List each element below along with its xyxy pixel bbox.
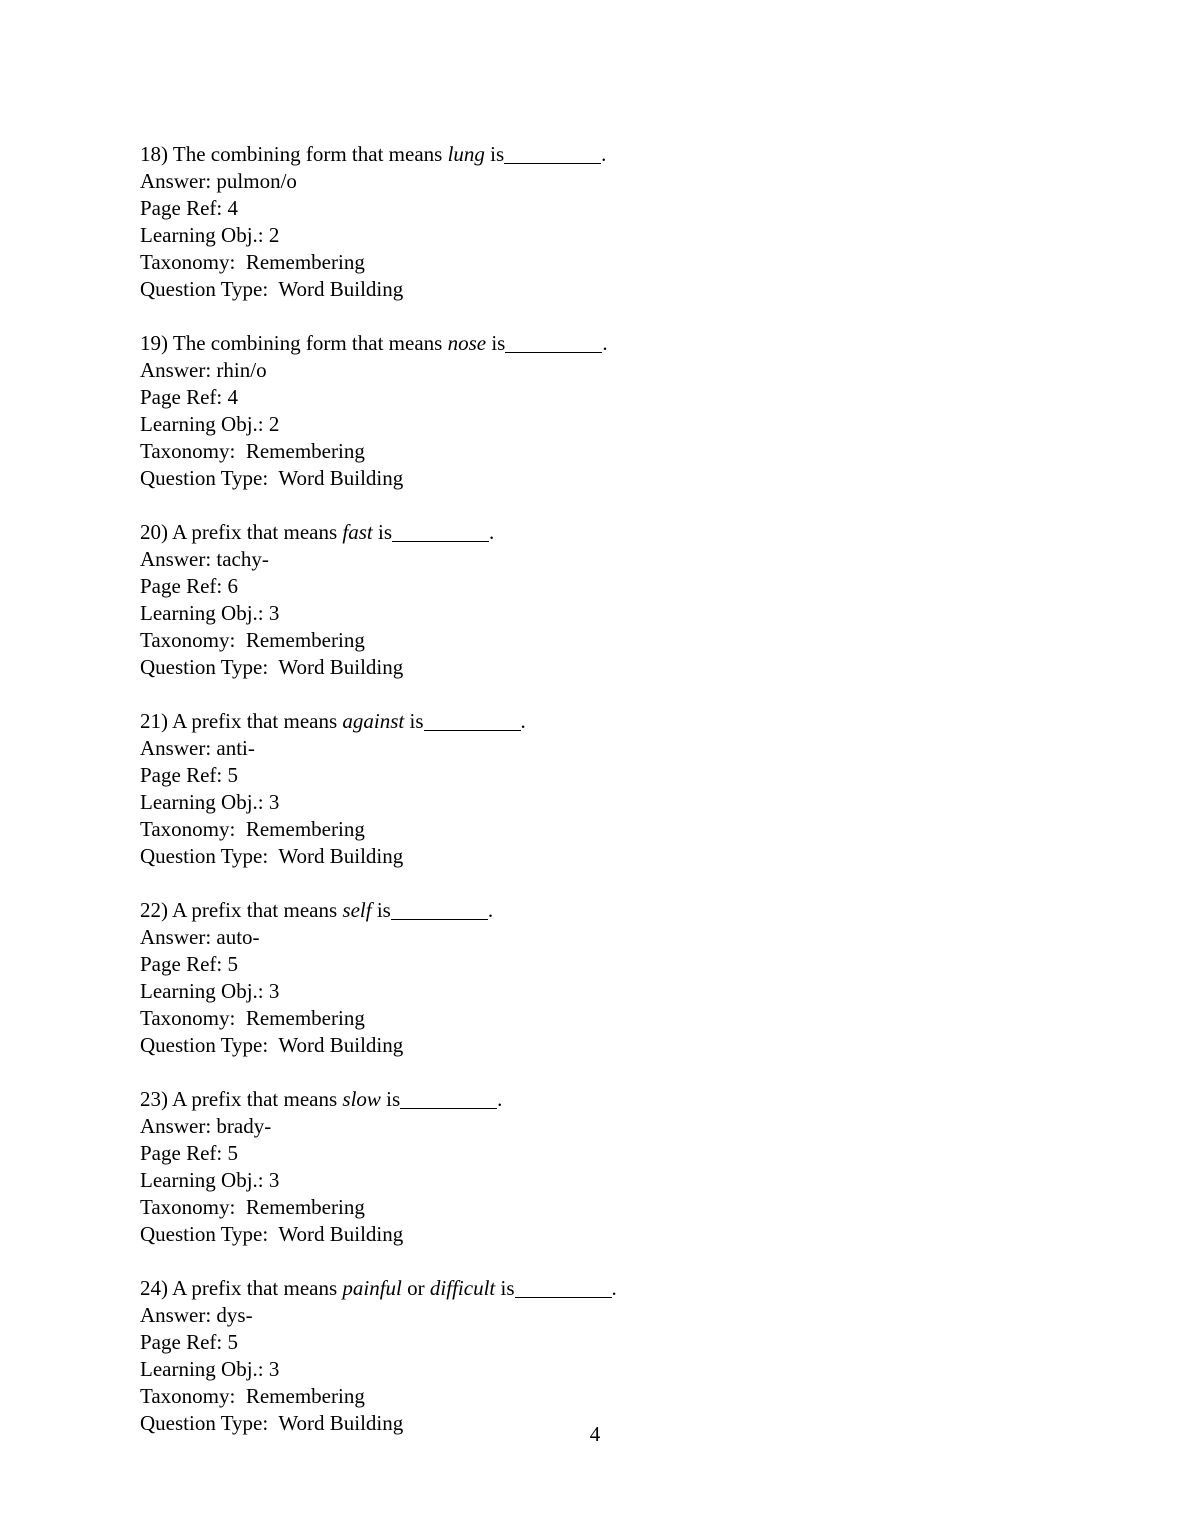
learning-obj-line xyxy=(140,600,1060,627)
question-list xyxy=(140,141,1060,1464)
taxonomy-line-label: Taxonomy: xyxy=(140,628,246,652)
answer-blank xyxy=(391,919,488,920)
answer-line xyxy=(140,1113,1060,1140)
question-type-line-value: Word Building xyxy=(278,655,404,679)
taxonomy-line xyxy=(140,1194,1060,1221)
taxonomy-line xyxy=(140,249,1060,276)
page-ref-line-label: Page Ref: xyxy=(140,952,228,976)
answer-blank xyxy=(400,1108,497,1109)
question-type-line xyxy=(140,1032,1060,1059)
question-type-line xyxy=(140,654,1060,681)
question-line xyxy=(140,330,1060,357)
question-line xyxy=(140,1086,1060,1113)
question-type-line-label: Question Type: xyxy=(140,1033,279,1057)
question-text-segment: difficult xyxy=(429,1276,496,1300)
question-type-line-label: Question Type: xyxy=(140,466,279,490)
question-type-line-value: Word Building xyxy=(278,1222,404,1246)
question-line xyxy=(140,1275,1060,1302)
learning-obj-line-value: 3 xyxy=(268,979,280,1003)
answer-blank xyxy=(392,541,489,542)
page-ref-line xyxy=(140,1140,1060,1167)
question-type-line-value: Word Building xyxy=(278,277,404,301)
page-ref-line-value: 4 xyxy=(227,196,238,220)
answer-line-value: brady- xyxy=(216,1114,272,1138)
page-ref-line-label: Page Ref: xyxy=(140,574,228,598)
learning-obj-line-label: Learning Obj.: xyxy=(140,979,269,1003)
page-ref-line xyxy=(140,195,1060,222)
taxonomy-line-label: Taxonomy: xyxy=(140,1384,246,1408)
answer-blank xyxy=(505,352,602,353)
question-text-segment: is xyxy=(495,1276,515,1300)
question-text-segment: is xyxy=(372,520,392,544)
page-ref-line xyxy=(140,384,1060,411)
question-block xyxy=(140,708,1060,870)
answer-line-label: Answer: xyxy=(140,1114,217,1138)
page-ref-line-label: Page Ref: xyxy=(140,763,228,787)
learning-obj-line-value: 3 xyxy=(268,601,280,625)
learning-obj-line xyxy=(140,411,1060,438)
learning-obj-line xyxy=(140,1356,1060,1383)
answer-line-label: Answer: xyxy=(140,736,217,760)
answer-line-value: pulmon/o xyxy=(216,169,297,193)
taxonomy-line-value: Remembering xyxy=(245,1195,365,1219)
question-block xyxy=(140,1086,1060,1248)
question-text-segment: lung xyxy=(447,142,485,166)
answer-line xyxy=(140,168,1060,195)
question-text-segment: nose xyxy=(447,331,487,355)
taxonomy-line-value: Remembering xyxy=(245,1384,365,1408)
answer-blank xyxy=(504,163,601,164)
answer-line-value: tachy- xyxy=(216,547,269,571)
question-text-segment: slow xyxy=(342,1087,381,1111)
question-text-segment: is xyxy=(380,1087,401,1111)
taxonomy-line-label: Taxonomy: xyxy=(140,817,246,841)
answer-blank xyxy=(515,1297,612,1298)
learning-obj-line xyxy=(140,1167,1060,1194)
taxonomy-line-label: Taxonomy: xyxy=(140,1006,246,1030)
page-ref-line xyxy=(140,951,1060,978)
question-type-line-value: Word Building xyxy=(278,1033,404,1057)
learning-obj-line-value: 3 xyxy=(268,1168,280,1192)
question-text-segment: is xyxy=(486,331,506,355)
taxonomy-line xyxy=(140,1005,1060,1032)
question-text-segment: The combining form that means xyxy=(172,142,448,166)
learning-obj-line-label: Learning Obj.: xyxy=(140,412,269,436)
question-text-segment: The combining form that means xyxy=(172,331,448,355)
question-text-segment: A prefix that means xyxy=(172,898,343,922)
page-ref-line-value: 4 xyxy=(227,385,238,409)
page-ref-line-value: 5 xyxy=(227,1330,238,1354)
learning-obj-line-value: 2 xyxy=(268,412,280,436)
answer-line-value: rhin/o xyxy=(216,358,267,382)
answer-line-label: Answer: xyxy=(140,358,217,382)
question-text-segment: is xyxy=(484,142,505,166)
question-text-segment: or xyxy=(401,1276,430,1300)
answer-line xyxy=(140,735,1060,762)
question-type-line-label: Question Type: xyxy=(140,844,279,868)
learning-obj-line-value: 3 xyxy=(268,790,280,814)
question-text-segment: is xyxy=(371,898,391,922)
taxonomy-line xyxy=(140,1383,1060,1410)
question-line xyxy=(140,141,1060,168)
taxonomy-line-value: Remembering xyxy=(245,1006,365,1030)
answer-line-value: anti- xyxy=(216,736,255,760)
page-ref-line-value: 5 xyxy=(227,1141,238,1165)
question-block xyxy=(140,141,1060,303)
taxonomy-line xyxy=(140,438,1060,465)
question-number: 24) xyxy=(140,1276,173,1300)
answer-line-label: Answer: xyxy=(140,925,217,949)
question-number: 20) xyxy=(140,520,173,544)
question-number: 22) xyxy=(140,898,173,922)
learning-obj-line-label: Learning Obj.: xyxy=(140,1168,269,1192)
answer-line xyxy=(140,1302,1060,1329)
page-ref-line xyxy=(140,573,1060,600)
question-type-line xyxy=(140,465,1060,492)
learning-obj-line-label: Learning Obj.: xyxy=(140,790,269,814)
taxonomy-line-value: Remembering xyxy=(245,628,365,652)
question-text-segment: fast xyxy=(342,520,373,544)
learning-obj-line-label: Learning Obj.: xyxy=(140,601,269,625)
question-type-line xyxy=(140,843,1060,870)
page-ref-line-value: 5 xyxy=(227,763,238,787)
learning-obj-line-label: Learning Obj.: xyxy=(140,223,269,247)
learning-obj-line xyxy=(140,978,1060,1005)
taxonomy-line-label: Taxonomy: xyxy=(140,250,246,274)
answer-line-label: Answer: xyxy=(140,169,217,193)
question-type-line-label: Question Type: xyxy=(140,1411,279,1435)
answer-blank xyxy=(424,730,521,731)
answer-line-value: dys- xyxy=(216,1303,253,1327)
question-line xyxy=(140,897,1060,924)
answer-line xyxy=(140,924,1060,951)
learning-obj-line-value: 3 xyxy=(268,1357,280,1381)
learning-obj-line-label: Learning Obj.: xyxy=(140,1357,269,1381)
question-text-segment: is xyxy=(404,709,424,733)
question-type-line-label: Question Type: xyxy=(140,655,279,679)
answer-line xyxy=(140,357,1060,384)
page-number: 4 xyxy=(589,1422,601,1446)
question-text-segment: A prefix that means xyxy=(172,1087,343,1111)
question-blank-suffix: . xyxy=(611,1276,617,1300)
learning-obj-line xyxy=(140,789,1060,816)
taxonomy-line-label: Taxonomy: xyxy=(140,1195,246,1219)
question-block xyxy=(140,1275,1060,1437)
question-type-line-value: Word Building xyxy=(278,1411,404,1435)
page-ref-line-value: 5 xyxy=(227,952,238,976)
taxonomy-line-value: Remembering xyxy=(245,817,365,841)
question-number: 19) xyxy=(140,331,173,355)
taxonomy-line-value: Remembering xyxy=(245,250,365,274)
question-blank-suffix: . xyxy=(487,898,494,922)
answer-line-label: Answer: xyxy=(140,547,217,571)
answer-line xyxy=(140,546,1060,573)
page-ref-line xyxy=(140,762,1060,789)
page-ref-line-value: 6 xyxy=(227,574,238,598)
question-text-segment: A prefix that means xyxy=(172,520,343,544)
taxonomy-line xyxy=(140,816,1060,843)
question-text-segment: painful xyxy=(342,1276,402,1300)
question-blank-suffix: . xyxy=(520,709,526,733)
learning-obj-line-value: 2 xyxy=(268,223,280,247)
question-number: 18) xyxy=(140,142,173,166)
question-text-segment: A prefix that means xyxy=(172,709,343,733)
question-blank-suffix: . xyxy=(602,331,608,355)
question-type-line xyxy=(140,1221,1060,1248)
question-block xyxy=(140,897,1060,1059)
page-ref-line-label: Page Ref: xyxy=(140,1330,228,1354)
question-type-line xyxy=(140,276,1060,303)
question-text-segment: self xyxy=(342,898,372,922)
page-ref-line-label: Page Ref: xyxy=(140,385,228,409)
question-blank-suffix: . xyxy=(601,142,607,166)
question-block xyxy=(140,519,1060,681)
question-line xyxy=(140,708,1060,735)
question-block xyxy=(140,330,1060,492)
question-type-line-value: Word Building xyxy=(278,844,404,868)
question-type-line-label: Question Type: xyxy=(140,277,279,301)
answer-line-label: Answer: xyxy=(140,1303,217,1327)
question-blank-suffix: . xyxy=(497,1087,503,1111)
learning-obj-line xyxy=(140,222,1060,249)
question-text-segment: A prefix that means xyxy=(172,1276,343,1300)
page-ref-line xyxy=(140,1329,1060,1356)
question-text-segment: against xyxy=(342,709,405,733)
question-number: 21) xyxy=(140,709,173,733)
question-blank-suffix: . xyxy=(489,520,495,544)
question-type-line-value: Word Building xyxy=(278,466,404,490)
question-type-line-label: Question Type: xyxy=(140,1222,279,1246)
question-line xyxy=(140,519,1060,546)
taxonomy-line-value: Remembering xyxy=(245,439,365,463)
page-ref-line-label: Page Ref: xyxy=(140,1141,228,1165)
question-number: 23) xyxy=(140,1087,173,1111)
taxonomy-line xyxy=(140,627,1060,654)
answer-line-value: auto- xyxy=(216,925,260,949)
taxonomy-line-label: Taxonomy: xyxy=(140,439,246,463)
page-ref-line-label: Page Ref: xyxy=(140,196,228,220)
